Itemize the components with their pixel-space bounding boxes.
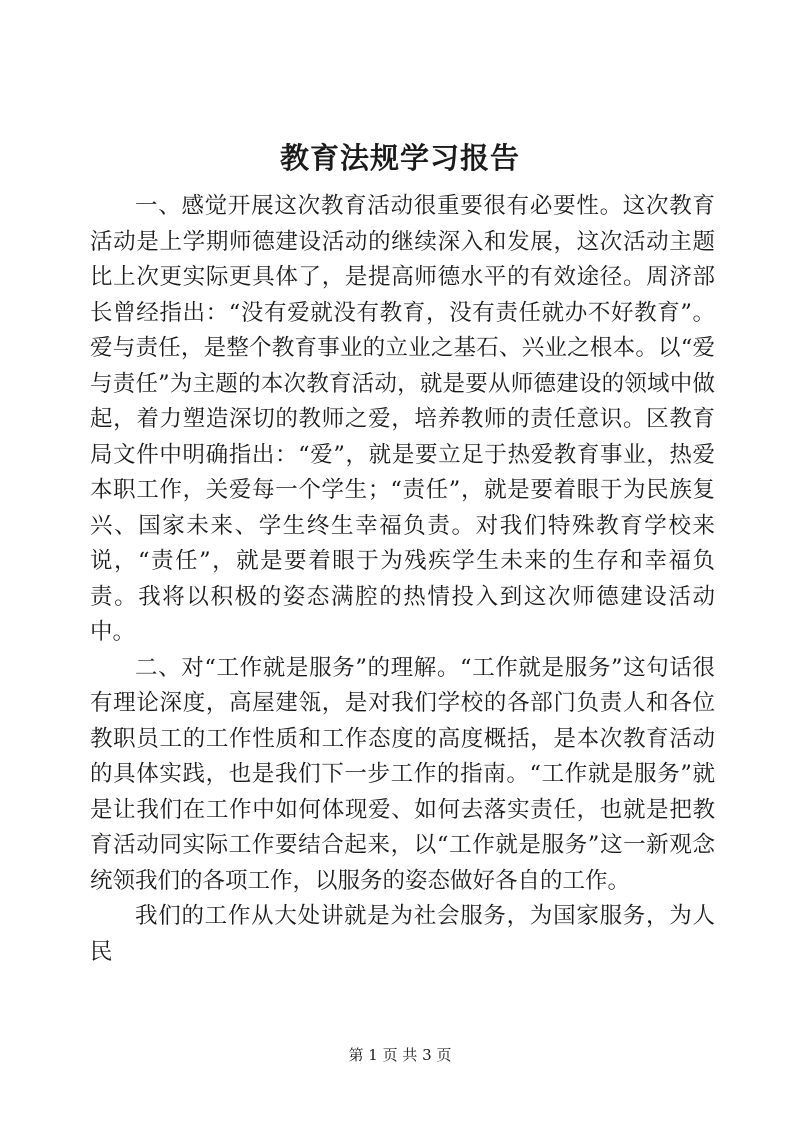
- page-number-footer: 第 1 页 共 3 页: [348, 1046, 452, 1064]
- paragraph-2: 二、对“工作就是服务”的理解。“工作就是服务”这句话很有理论深度，高屋建瓴，是对我们学校的各部门负责人和各位教职员工的工作性质和工作态度的高度概括，是本次教育活动的具体实践，也是我们下一步工作的指南。“工作就是服务”就是让我们在工作中如何体现爱、如何去落实责任，也就是把教育活动同实际工作要结合起来，以“工作就是服务”这一新观念统领我们的各项工作，以服务的姿态做好各自的工作。: [90, 654, 715, 894]
- paragraph-1: 一、感觉开展这次教育活动很重要很有必要性。这次教育活动是上学期师德建设活动的继续深入和发展，这次活动主题比上次更实际更具体了，是提高师德水平的有效途径。周济部长曾经指出：“没有爱就没有教育，没有责任就办不好教育”。爱与责任，是整个教育事业的立业之基石、兴业之根本。以“爱与责任”为主题的本次教育活动，就是要从师德建设的领域中做起，着力塑造深切的教师之爱，培养教师的责任意识。区教育局文件中明确指出：“爱”，就是要立足于热爱教育事业，热爱本职工作，关爱每一个学生；“责任”，就是要着眼于为民族复兴、国家未来、学生终生幸福负责。对我们特殊教育学校来说，“责任”，就是要着眼于为残疾学生未来的生存和幸福负责。我将以积极的姿态满腔的热情投入到这次师德建设活动中。: [90, 193, 715, 645]
- document-body: [90, 189, 715, 970]
- page-title: 教育法规学习报告: [279, 141, 520, 175]
- paragraph-3: 我们的工作从大处讲就是为社会服务，为国家服务，为人民: [90, 903, 715, 965]
